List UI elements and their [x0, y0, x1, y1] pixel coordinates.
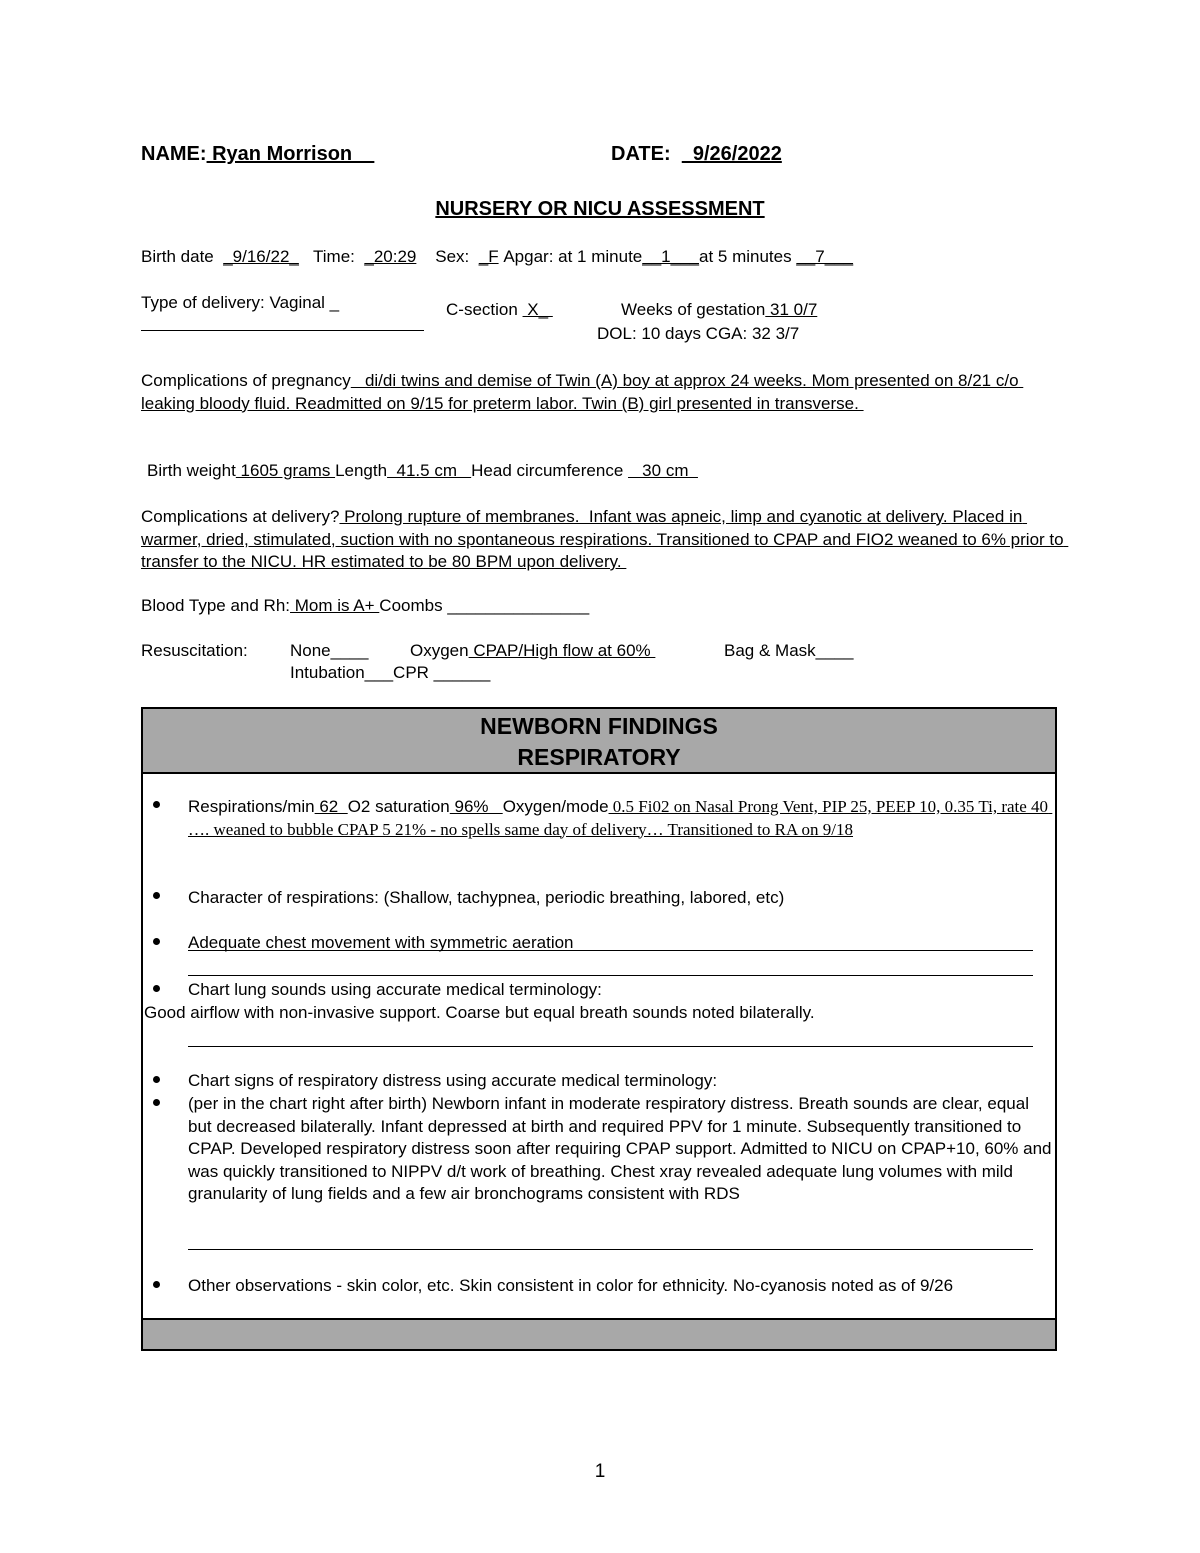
birth-weight-value: 1605 grams: [235, 461, 336, 480]
resuscitation-oxygen: [410, 640, 655, 662]
bullet-icon: [153, 892, 163, 902]
findings-heading: NEWBORN FINDINGS: [480, 713, 718, 739]
pregnancy-complications-value: di/di twins and demise of Twin (A) boy at approx 24 weeks. Mom presented on 8/21 c/o leaking bloody fluid. Readmitted on 9/15 for preterm labor. Twin (B) girl presented in transverse.: [141, 371, 1024, 413]
gestation-field: [621, 299, 817, 321]
gestation-value: 31 0/7: [765, 300, 818, 319]
findings-header: [143, 709, 1055, 774]
respirations-item: [188, 796, 1053, 841]
coombs-label: Coombs: [379, 596, 443, 615]
resuscitation-intubation-cpr: Intubation___CPR ______: [290, 663, 491, 682]
oxygen-mode-value: 0.5 Fi02 on Nasal Prong Vent, PIP 25, PEEP 10, 0.35 Ti, rate 40 …. weaned to bubble CPAP 5 21% - no spells same day of delivery… Transitioned to RA on 9/18: [188, 797, 1053, 839]
birth-date-value: _9/16/22_: [223, 247, 299, 266]
apgar-5-label: at 5 minutes: [698, 247, 792, 266]
csection-label: C-section: [446, 300, 518, 319]
delivery-complications-label: Complications at delivery?: [141, 507, 340, 526]
sex-value: _F: [478, 247, 499, 266]
blood-type-value: Mom is A+: [290, 596, 380, 615]
pregnancy-complications-label: Complications of pregnancy: [141, 371, 351, 390]
delivery-type-label: Type of delivery: Vaginal _: [141, 293, 340, 312]
time-label: Time:: [313, 247, 355, 266]
measurements-row: [147, 460, 698, 482]
respirations-label: Respirations/min: [188, 797, 315, 816]
other-observations: Other observations - skin color, etc. Skin consistent in color for ethnicity. No-cyanosis noted as of 9/26: [188, 1276, 954, 1295]
character-value: Adequate chest movement with symmetric aeration: [188, 933, 574, 952]
lung-sounds-value: Good airflow with non-invasive support. Coarse but equal breath sounds noted bilaterally.: [144, 1003, 815, 1022]
distress-label: Chart signs of respiratory distress using accurate medical terminology:: [188, 1071, 718, 1090]
dol-cga: DOL: 10 days CGA: 32 3/7: [597, 324, 800, 343]
length-label: Length: [335, 461, 388, 480]
answer-line: [188, 1249, 1033, 1250]
length-value: 41.5 cm: [387, 461, 472, 480]
date-label: DATE:: [611, 143, 671, 165]
o2-sat-label: O2 saturation: [347, 797, 450, 816]
page-number: 1: [594, 1461, 606, 1482]
blood-type-row: [141, 595, 589, 617]
bullet-icon: [153, 1281, 163, 1291]
blood-type-label: Blood Type and Rh:: [141, 596, 291, 615]
birth-weight-label: Birth weight: [147, 461, 236, 480]
character-label: Character of respirations: (Shallow, tachypnea, periodic breathing, labored, etc): [188, 888, 785, 907]
resuscitation-none: None____: [290, 641, 369, 660]
apgar-label: Apgar: at 1 minute: [503, 247, 643, 266]
bullet-icon: [153, 938, 163, 948]
oxygen-label: Oxygen: [410, 641, 469, 660]
answer-line: [188, 1046, 1033, 1047]
gestation-label: Weeks of gestation: [621, 300, 766, 319]
name-field: [141, 143, 374, 165]
lung-sounds-label: Chart lung sounds using accurate medical terminology:: [188, 980, 602, 999]
apgar-5-value: __7___: [796, 247, 854, 266]
delivery-complications: [141, 506, 1076, 574]
oxygen-value: CPAP/High flow at 60%: [468, 641, 656, 660]
name-value: Ryan Morrison: [206, 143, 375, 165]
findings-subheading: RESPIRATORY: [517, 744, 681, 770]
bullet-icon: [153, 1099, 163, 1109]
head-label: Head circumference: [471, 461, 624, 480]
respirations-value: 62: [314, 797, 348, 816]
distress-value: (per in the chart right after birth) Newborn infant in moderate respiratory distress. Breath sounds are clear, equal but decreased bilaterally. Infant depressed at birth and required PPV for 1 minute. Subsequently transitioned to CPAP. Developed respiratory distress soon after requiring CPAP support. Admitted to NICU on CPAP+10, 60% and was quickly transitioned to NIPPV d/t work of breathing. Chest xray revealed adequate lung volumes with mild granularity of lung fields and a few air bronchograms consistent with RDS: [188, 1094, 1052, 1203]
findings-footer: [143, 1318, 1055, 1349]
birth-info-row: [141, 246, 853, 268]
pregnancy-complications: [141, 370, 1076, 415]
birth-date-label: Birth date: [141, 247, 214, 266]
oxygen-mode-label: Oxygen/mode: [502, 797, 609, 816]
answer-line: [188, 950, 1033, 951]
answer-line: [188, 975, 1033, 976]
date-value: 9/26/2022: [681, 143, 782, 165]
resuscitation-bag-mask: Bag & Mask____: [724, 641, 854, 660]
time-value: _20:29: [364, 247, 417, 266]
o2-sat-value: 96%: [449, 797, 503, 816]
csection-field: [446, 299, 553, 321]
sex-label: Sex:: [435, 247, 470, 266]
csection-value: X_: [522, 300, 553, 319]
bullet-icon: [153, 801, 163, 811]
date-field: [611, 143, 782, 165]
newborn-findings-table: [141, 707, 1057, 1351]
resuscitation-label: Resuscitation:: [141, 641, 248, 660]
apgar-1-value: __1___: [642, 247, 699, 266]
head-value: 30 cm: [628, 461, 698, 480]
coombs-value: _______________: [447, 596, 590, 615]
name-label: NAME:: [141, 143, 207, 165]
bullet-icon: [153, 985, 163, 995]
page-title: NURSERY OR NICU ASSESSMENT: [435, 198, 765, 220]
delivery-complications-value: Prolong rupture of membranes. Infant was apneic, limp and cyanotic at delivery. Placed in warmer, dried, stimulated, suction with no spontaneous respirations. Transitioned to CPAP and FIO2 weaned to 6% prior to transfer to the NICU. HR estimated to be 80 BPM upon delivery.: [141, 507, 1069, 571]
delivery-type-line: [141, 330, 424, 331]
bullet-icon: [153, 1076, 163, 1086]
